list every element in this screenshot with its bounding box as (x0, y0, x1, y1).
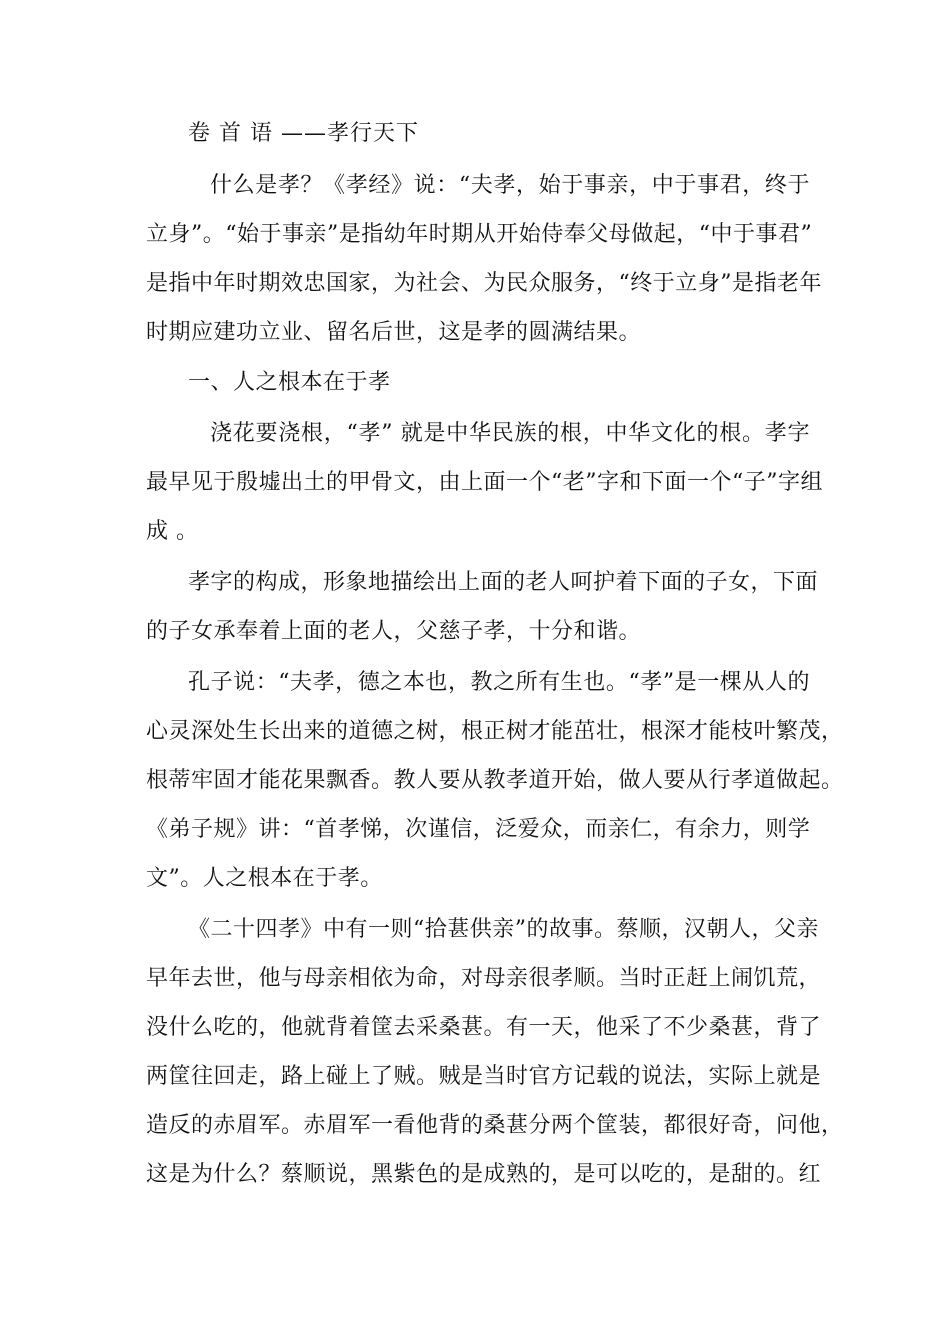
paragraph-line: 造反的赤眉军。赤眉军一看他背的桑葚分两个筐装，都很好奇，问他， (146, 1113, 844, 1138)
paragraph-line: 心灵深处生长出来的道德之树，根正树才能茁壮，根深才能枝叶繁茂， (146, 719, 844, 744)
paragraph-line: 时期应建功立业、留名后世，这是孝的圆满结果。 (146, 320, 642, 345)
paragraph-line: 《二十四孝》中有一则“拾葚供亲”的故事。蔡顺，汉朝人，父亲 (188, 917, 819, 942)
paragraph-line: 立身”。“始于事亲”是指幼年时期从开始侍奉父母做起，“中于事君” (146, 222, 813, 247)
paragraph-line: 两筐往回走，路上碰上了贼。贼是当时官方记载的说法，实际上就是 (146, 1064, 822, 1089)
paragraph-line: 成 。 (146, 519, 199, 544)
paragraph-line: 孝字的构成，形象地描绘出上面的老人呵护着下面的子女，下面 (188, 570, 819, 595)
paragraph-line: 没什么吃的，他就背着筐去采桑葚。有一天，他采了不少桑葚，背了 (146, 1015, 822, 1040)
paragraph-line: 什么是孝？《孝经》说：“夫孝，始于事亲，中于事君，终于 (210, 173, 810, 198)
paragraph-line: 根蒂牢固才能花果飘香。教人要从教孝道开始，做人要从行孝道做起。 (146, 768, 844, 793)
paragraph-line: 早年去世，他与母亲相依为命，对母亲很孝顺。当时正赶上闹饥荒， (146, 966, 822, 991)
page-title: 卷 首 语 ——孝行天下 (188, 121, 419, 146)
paragraph-line: 孔子说：“夫孝，德之本也，教之所有生也。“孝”是一棵从人的 (188, 670, 810, 695)
paragraph-line: 《弟子规》讲：“首孝悌，次谨信，泛爱众，而亲仁，有余力，则学 (146, 817, 811, 842)
paragraph-line: 文”。人之根本在于孝。 (146, 866, 383, 891)
paragraph-line: 这是为什么？蔡顺说，黑紫色的是成熟的，是可以吃的，是甜的。红 (146, 1162, 822, 1187)
paragraph-line: 的子女承奉着上面的老人，父慈子孝，十分和谐。 (146, 619, 642, 644)
paragraph-line: 浇花要浇根，“孝” 就是中华民族的根，中华文化的根。孝字 (210, 421, 810, 446)
paragraph-line: 最早见于殷墟出土的甲骨文，由上面一个“老”字和下面一个“子”字组 (146, 470, 823, 495)
paragraph-line: 是指中年时期效忠国家，为社会、为民众服务，“终于立身”是指老年 (146, 271, 822, 296)
section-heading: 一、人之根本在于孝 (188, 370, 391, 395)
